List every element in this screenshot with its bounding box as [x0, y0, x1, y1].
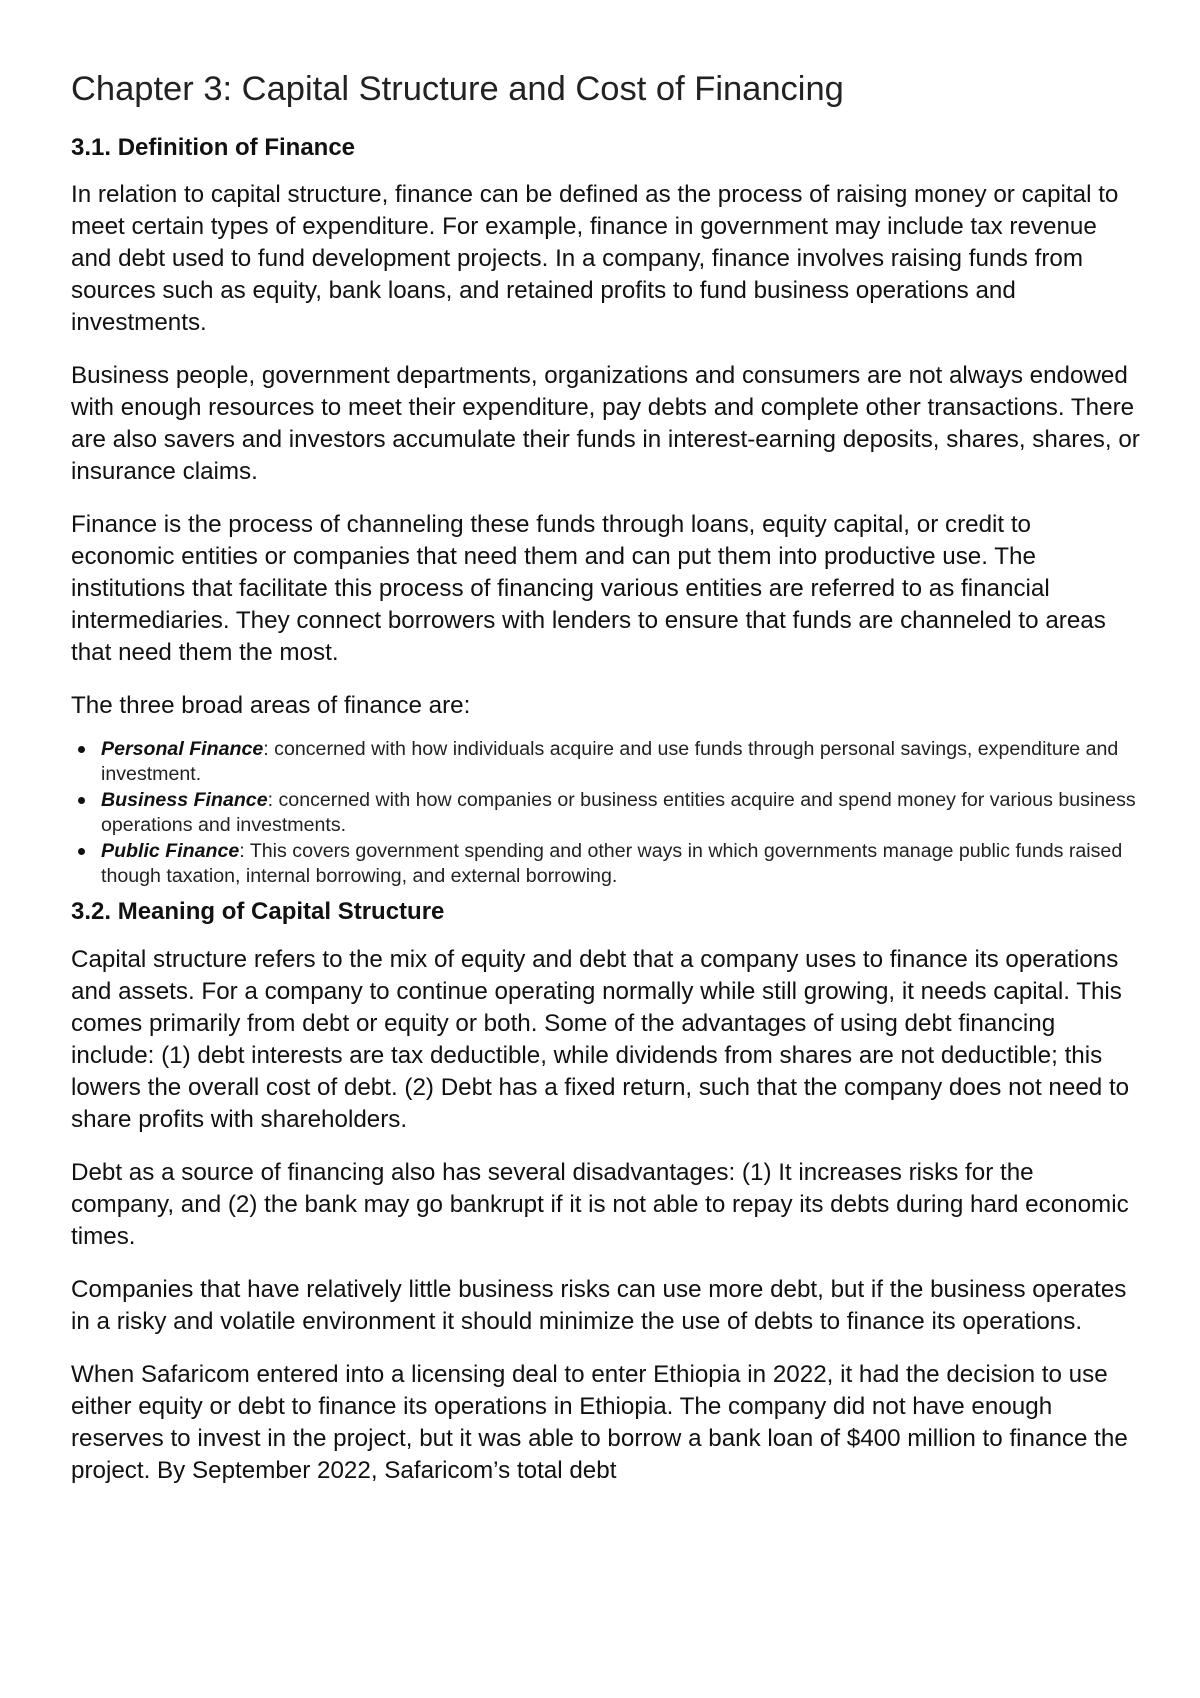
paragraph: The three broad areas of finance are:	[71, 692, 471, 720]
list-item	[71, 839, 1141, 888]
bullet-icon	[78, 797, 85, 804]
paragraph: Finance is the process of channeling these funds through loans, equity capital, or credit to economic entities or companies that need them and can put them into productive use. The institutions that facilitate this process of financing various entities are referred to as financial intermediaries. They connect borrowers with lenders to ensure that funds are channeled to areas that need them the most.	[71, 511, 1106, 667]
list-item-text: : concerned with how individuals acquire and use funds through personal savings, expenditure and investment.	[101, 738, 1119, 785]
bullet-icon	[78, 848, 85, 855]
paragraph: When Safaricom entered into a licensing deal to enter Ethiopia in 2022, it had the decision to use either equity or debt to finance its operations in Ethiopia. The company did not have enough reserves to invest in the project, but it was able to borrow a bank loan of $400 million to finance the project. By September 2022, Safaricom’s total debt	[71, 1361, 1128, 1485]
paragraph: Companies that have relatively little business risks can use more debt, but if the business operates in a risky and volatile environment it should minimize the use of debts to finance its operations.	[71, 1276, 1127, 1336]
areas-of-finance-list	[71, 737, 1141, 888]
list-item	[71, 788, 1141, 837]
paragraph: Business people, government departments, organizations and consumers are not always endowed with enough resources to meet their expenditure, pay debts and complete other transactions. There are also savers and investors accumulate their funds in interest-earning deposits, shares, shares, or insurance claims.	[71, 362, 1140, 486]
paragraph: Debt as a source of financing also has several disadvantages: (1) It increases risks for the company, and (2) the bank may go bankrupt if it is not able to repay its debts during hard economic times.	[71, 1159, 1129, 1251]
bullet-icon	[78, 746, 85, 753]
paragraph: Capital structure refers to the mix of equity and debt that a company uses to finance its operations and assets. For a company to continue operating normally while still growing, it needs capital. This comes primarily from debt or equity or both. Some of the advantages of using debt financing include: (1) debt interests are tax deductible, while dividends from shares are not deductible; this lowers the overall cost of debt. (2) Debt has a fixed return, such that the company does not need to share profits with shareholders.	[71, 946, 1130, 1134]
section-heading-definition-of-finance: 3.1. Definition of Finance	[71, 133, 356, 161]
page-title: Chapter 3: Capital Structure and Cost of Financing	[71, 70, 844, 108]
list-item-term: Business Finance	[101, 789, 268, 812]
list-item-text: : concerned with how companies or business entities acquire and spend money for various business operations and investments.	[101, 789, 1136, 836]
list-item-term: Public Finance	[101, 840, 240, 863]
section-heading-meaning-of-capital-structure: 3.2. Meaning of Capital Structure	[71, 898, 445, 926]
list-item-text: : This covers government spending and other ways in which governments manage public funds raised though taxation, internal borrowing, and external borrowing.	[101, 840, 1123, 887]
list-item	[71, 737, 1141, 786]
document-page	[71, 70, 1141, 1508]
list-item-term: Personal Finance	[101, 738, 264, 761]
paragraph: In relation to capital structure, finance can be defined as the process of raising money or capital to meet certain types of expenditure. For example, finance in government may include tax revenue and debt used to fund development projects. In a company, finance involves raising funds from sources such as equity, bank loans, and retained profits to fund business operations and investments.	[71, 181, 1119, 337]
